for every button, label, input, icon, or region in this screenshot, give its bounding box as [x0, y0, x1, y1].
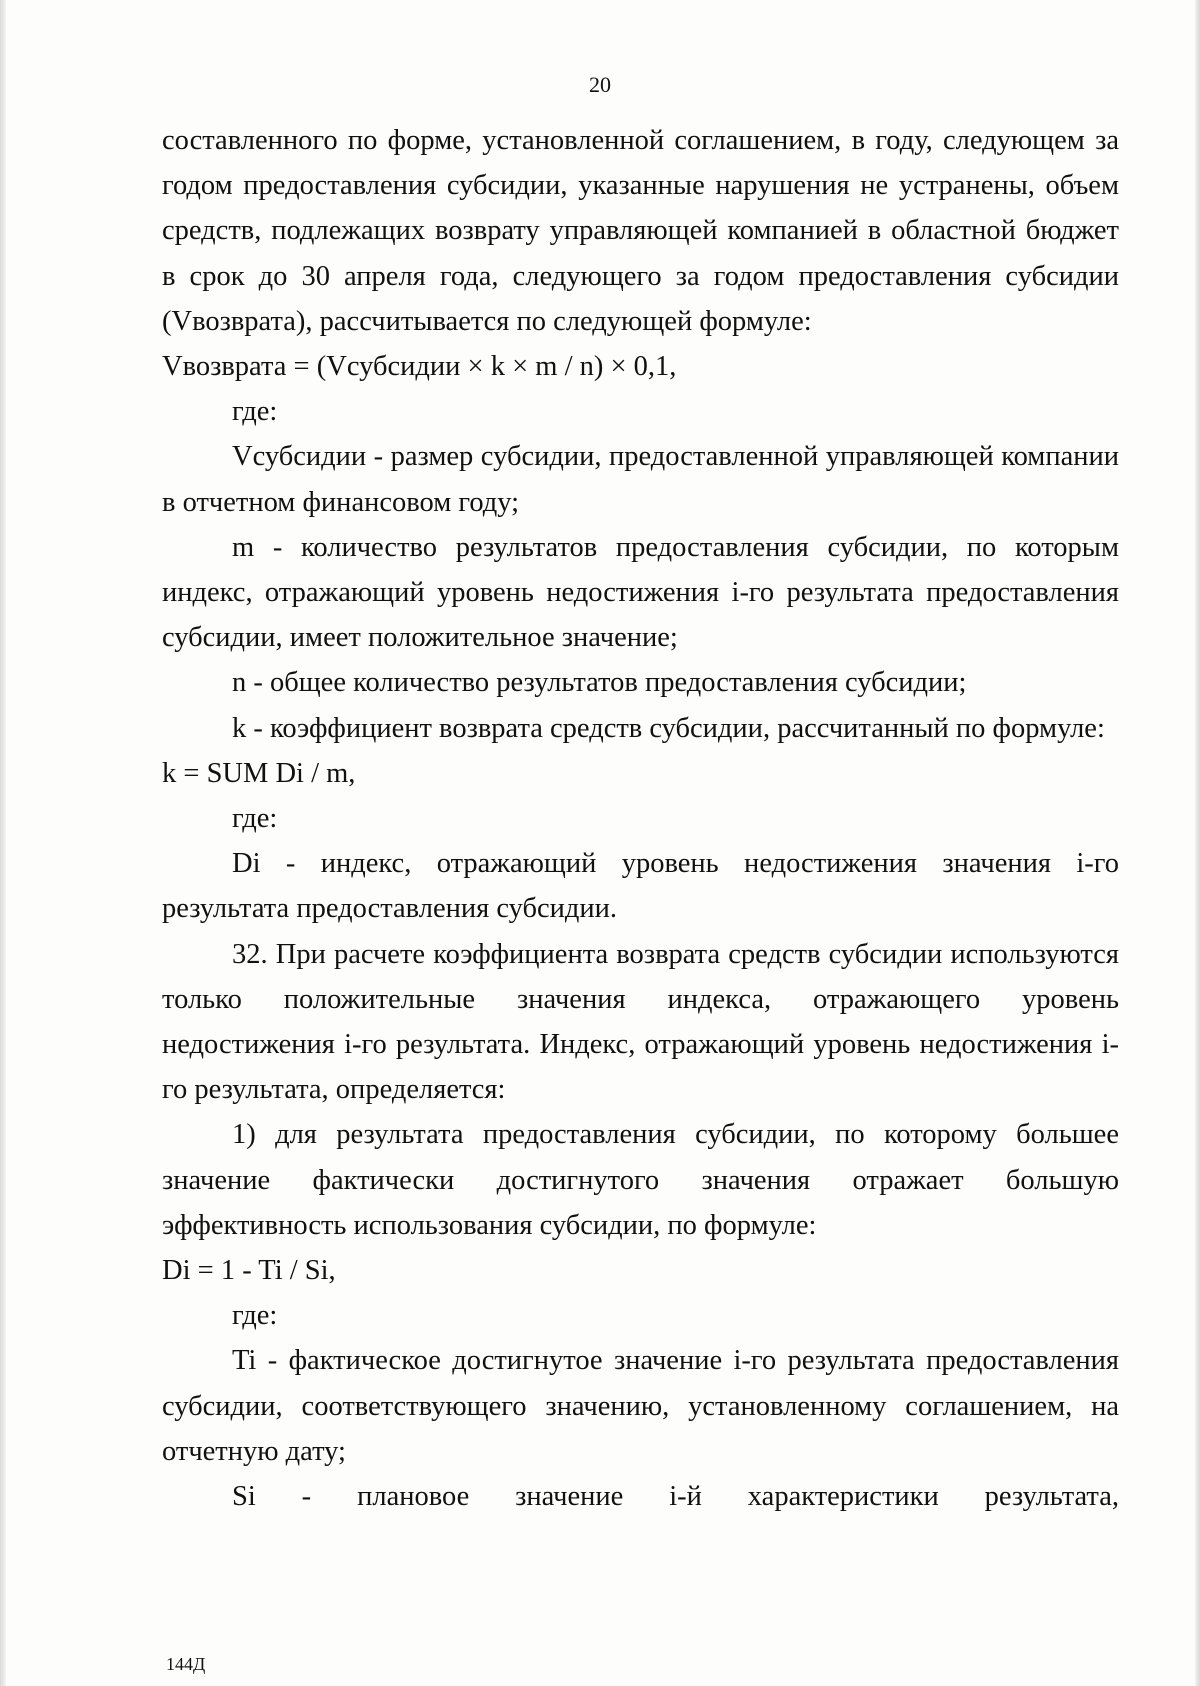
definition-di: Di - индекс, отражающий уровень недостижения значения i-го результата предоставления субсидии. [162, 848, 1119, 925]
paragraph-item-1: 1) для результата предоставления субсидии, по которому большее значение фактически достигнутого значения отражает большую эффективность использования субсидии, по формуле: [162, 1119, 1119, 1241]
paragraph-where: где: [232, 803, 278, 835]
definition-ti: Ti - фактическое достигнутое значение i-го результата предоставления субсидии, соответствующего значению, установленному соглашением, на отчетную дату; [162, 1345, 1119, 1467]
paragraph-continuation: составленного по форме, установленной соглашением, в году, следующем за годом предоставления субсидии, указанные нарушения не устранены, объем средств, подлежащих возврату управляющей компанией в областной бюджет в срок до 30 апреля года, следующего за годом предоставления субсидии (Vвозврата), рассчитывается по следующей формуле: [162, 125, 1119, 337]
scan-edge-left [0, 0, 6, 1686]
document-body [162, 118, 1119, 1519]
definition-si: Si - плановое значение i-й характеристики результата, [232, 1481, 1119, 1513]
footer-code: 144Д [166, 1654, 206, 1674]
definition-v-subsidy: Vсубсидии - размер субсидии, предоставленной управляющей компании в отчетном финансовом году; [162, 441, 1119, 518]
formula-di: Di = 1 - Ti / Si, [162, 1255, 336, 1287]
formula-k: k = SUM Di / m, [162, 757, 356, 789]
formula-v-return: Vвозврата = (Vсубсидии × k × m / n) × 0,1, [162, 351, 677, 383]
paragraph-32: 32. При расчете коэффициента возврата средств субсидии используются только положительные значения индекса, отражающего уровень недостижения i-го результата. Индекс, отражающий уровень недостижения i-го результата, определяется: [162, 938, 1119, 1106]
paragraph-where: где: [232, 396, 278, 428]
definition-k: k - коэффициент возврата средств субсидии, рассчитанный по формуле: [232, 712, 1105, 744]
scan-edge-right [1195, 0, 1200, 1686]
page-number: 20 [589, 72, 611, 97]
definition-m: m - количество результатов предоставления субсидии, по которым индекс, отражающий уровень недостижения i-го результата предоставления субсидии, имеет положительное значение; [162, 531, 1119, 654]
paragraph-where: где: [232, 1300, 278, 1332]
definition-n: n - общее количество результатов предоставления субсидии; [232, 667, 967, 699]
